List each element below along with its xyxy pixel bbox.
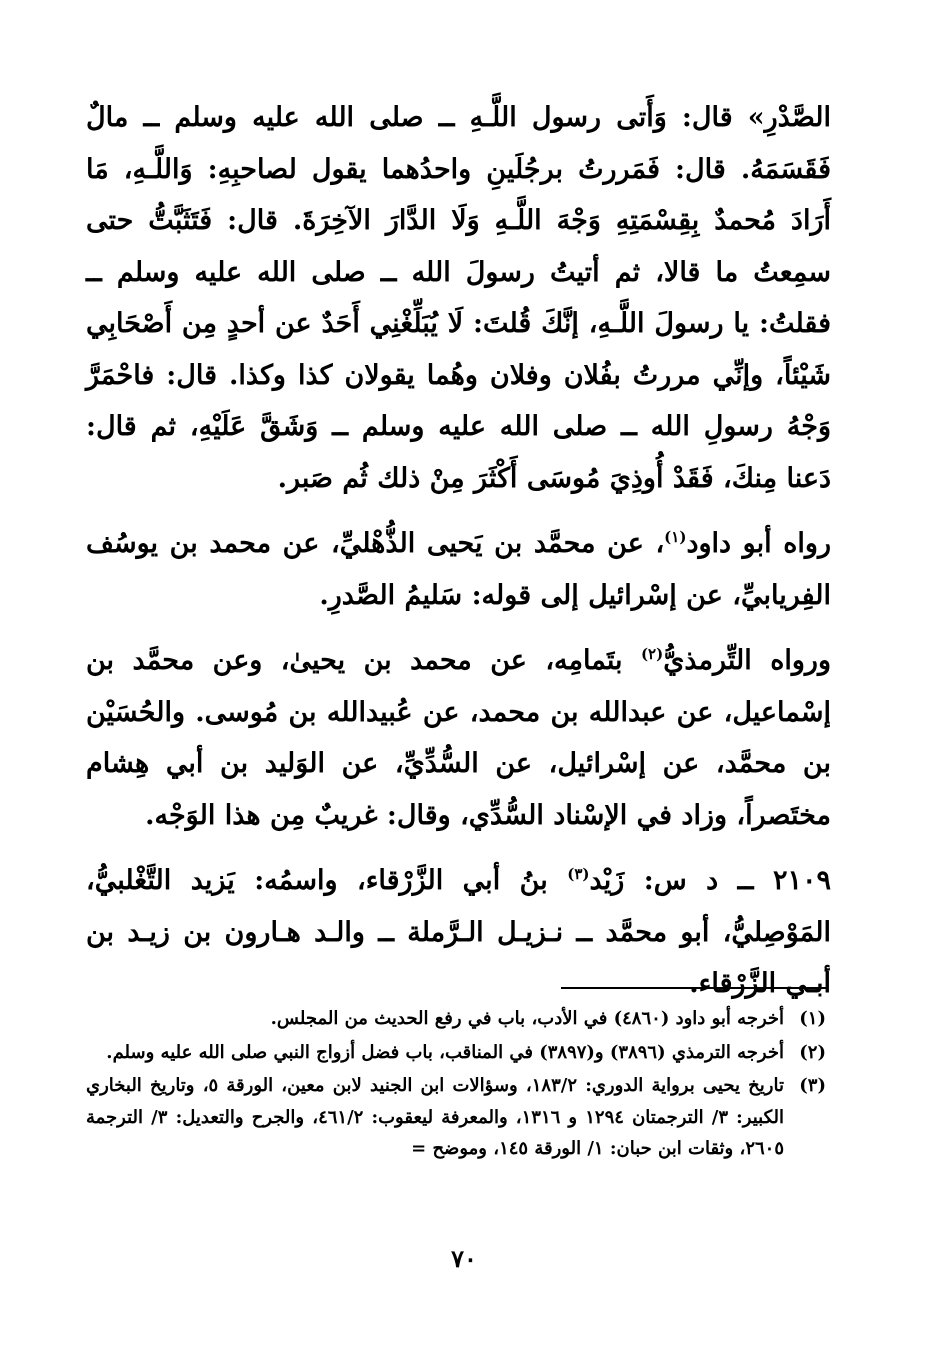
footnote-number: (٣) xyxy=(799,1075,826,1096)
footnote-ref: (١) xyxy=(664,528,687,546)
footnote-ref: (٢) xyxy=(640,645,664,663)
paragraph-hadith xyxy=(86,92,831,504)
paragraph-abu-dawud xyxy=(86,518,831,621)
footnote-text: أخرجه الترمذي (٣٨٩٦) و(٣٨٩٧) في المناقب، باب فضل أزواج النبي صلى الله عليه وسلم. xyxy=(106,1041,784,1063)
paragraph-text: ورواه التِّرمذيُّ xyxy=(663,645,831,676)
footnote-number: (٢) xyxy=(799,1041,826,1063)
footnote-number: (١) xyxy=(799,1008,826,1029)
footnote-separator xyxy=(561,987,827,989)
paragraph-text: ٢١٠٩ ــ د س: زَيْد xyxy=(589,865,831,896)
main-text xyxy=(86,92,831,1010)
page-number: ٧٠ xyxy=(451,1244,477,1273)
paragraph-text: ، عن محمَّد بن يَحيى الذُّهْليِّ، عن محمد بن يوسُف الفِريابيِّ، عن إسْرائيل إلى قوله: سَليمُ الصَّدرِ. xyxy=(86,528,831,611)
paragraph-tirmidhi xyxy=(86,635,831,841)
footnote-item xyxy=(86,1003,826,1035)
paragraph-text: بتَمامِه، عن محمد بن يحيىٰ، وعن محمَّد بن إسْماعيل، عن عبدالله بن محمد، عن عُبيدالله بن مُوسى. والحُسَيْن بن محمَّد، عن إسْرائيل، عن السُّدِّيِّ، عن الوَليد بن أبي هِشام مختَصراً، وزاد في الإسْناد السُّدِّي، وقال: غريبٌ مِن هذا الوَجْه. xyxy=(86,645,831,831)
paragraph-text: رواه أبو داود xyxy=(686,528,831,559)
paragraph-hadith-text: الصَّدْرِ» قال: وَأَتى رسول اللَّـهِ ــ صلى الله عليه وسلم ــ مالٌ فَقَسَمَهُ. قال: فَمَررتُ برجُلَينِ واحدُهما يقول لصاحبِهِ: وَاللَّـهِ، مَا أَرَادَ مُحمدٌ بِقِسْمَتِهِ وَجْهَ اللَّـهِ وَلَا الدَّارَ الآخِرَةَ. قال: فَتَثَبَّتُّ حتى سمِعتُ ما قالا، ثم أتيتُ رسولَ الله ــ صلى الله عليه وسلم ــ فقلتُ: يا رسولَ اللَّـهِ، إنَّكَ قُلتَ: لَا يُبَلِّغْنِي أَحَدٌ عن أحدٍ مِن أَصْحَابِي شَيْئاً، وإنِّي مررتُ بفُلان وفلان وهُما يقولان كذا وكذا. قال: فاحْمَرَّ وَجْهُ رسولِ الله ــ صلى الله عليه وسلم ــ وَشَقَّ عَلَيْهِ، ثم قال: دَعنا مِنكَ، فَقَدْ أُوذِيَ مُوسَى أَكْثَرَ مِنْ ذلك ثُم صَبر. xyxy=(86,102,831,494)
footnote-item xyxy=(86,1070,826,1165)
footnote-item xyxy=(86,1037,826,1069)
footnote-ref: (٣) xyxy=(567,865,590,883)
footnotes xyxy=(86,1003,826,1167)
paragraph-text: بنُ أبي الزَّرْقاء، واسمُه: يَزيد التَّغْلبيُّ، المَوْصِليُّ، أبو محمَّد ــ نـزيـل الـرَّملة ــ والـد هـارون بن زيـد بن أبـي الزَّرْقاء. xyxy=(86,865,831,999)
footnote-text: تاريخ يحيى برواية الدوري: ١٨٣/٢، وسؤالات ابن الجنيد لابن معين، الورقة ٥، وتاريخ البخاري الكبير: ٣/ الترجمتان ١٢٩٤ و ١٣١٦، والمعرفة ليعقوب: ٤٦١/٢، والجرح والتعديل: ٣/ الترجمة ٢٦٠٥، وثقات ابن حبان: ١/ الورقة ١٤٥، وموضح = xyxy=(86,1075,785,1159)
footnote-text: أخرجه أبو داود (٤٨٦٠) في الأدب، باب في رفع الحديث من المجلس. xyxy=(270,1008,784,1029)
